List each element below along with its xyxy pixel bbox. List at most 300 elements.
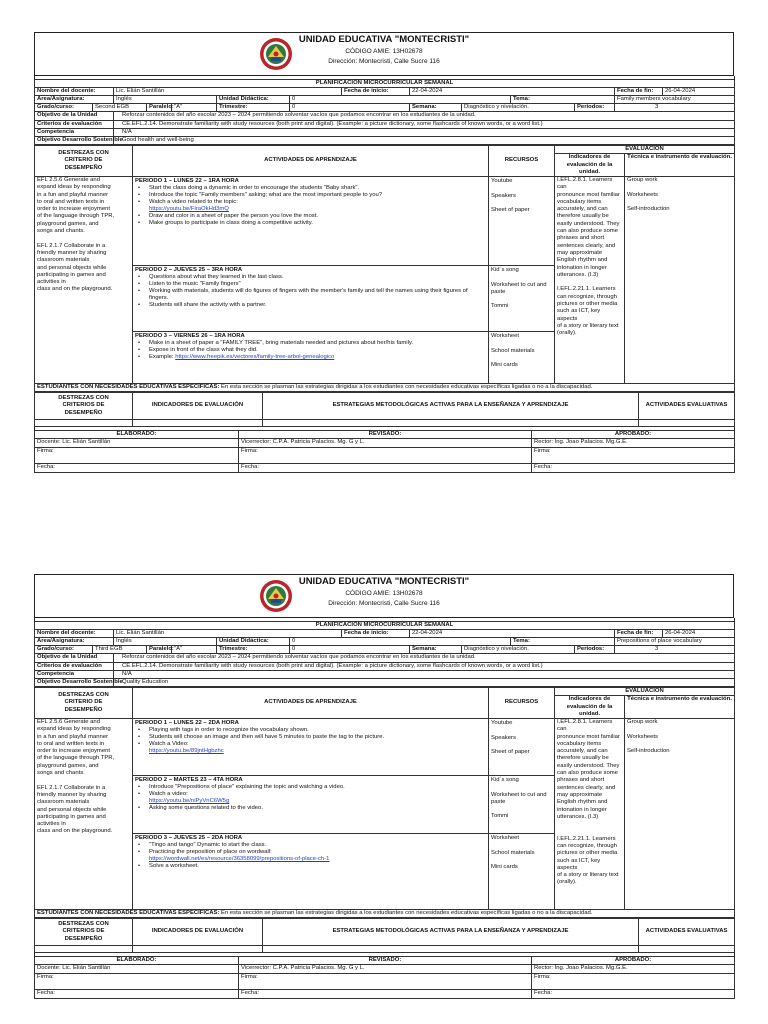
cell-line: may approximate (557, 791, 603, 798)
value-docente: Lic. Elián Santillán (114, 629, 342, 637)
cell-line: songs and chants. (37, 770, 85, 777)
value-objetivo-unidad: Reforzar contenidos del año escolar 2023 – 2024 permitiendo solventar vacíos que podamos encontrar en los estudiantes de la unidad. (114, 112, 735, 120)
value-fecha-fin: 26-04-2024 (663, 629, 735, 637)
header-destrezas: DESTREZAS CON CRITERIO DE DESEMPEÑO (35, 688, 133, 719)
header-indicadores-2: INDICADORES DE EVALUACIÓN (133, 919, 263, 946)
period-block (133, 719, 488, 775)
cell-line: Group work (627, 718, 658, 725)
cell-line: vocabulary items (557, 740, 602, 747)
cell-line: pronounce most familiar (557, 733, 620, 740)
activity-item (135, 185, 486, 192)
activity-text: Expose in front of the class what they did. (149, 347, 258, 354)
cell-line: therefore usually be (557, 755, 609, 762)
cell-line: English rhythm and (557, 799, 608, 806)
resource-item: Sheet of paper (491, 749, 530, 756)
label-criterios: Criterios de evaluación (35, 120, 114, 128)
resource-item (491, 784, 552, 791)
resources-block (489, 331, 554, 383)
value-area: Inglés (114, 95, 217, 103)
activity-item (135, 199, 486, 213)
cell-line: sentences clearly, and (557, 242, 616, 249)
indicadores-cell (555, 176, 625, 383)
activity-text: Practicing the preposition of place on wordwall: (149, 849, 272, 856)
header-tecnica: Técnica e instrumento de evaluación. (625, 154, 735, 177)
value-ods: Good health and well-being (114, 136, 735, 144)
cell-line: therefore usually be (557, 213, 609, 220)
fecha-aprobado: Fecha: (532, 463, 735, 472)
activity-item (135, 784, 486, 791)
label-elaborado: ELABORADO: (35, 957, 239, 965)
activity-text: Make in a sheet of paper a "FAMILY TREE", bring materials needed and pictures about her/his family. (149, 339, 414, 346)
label-unidad: Unidad Didáctica: (217, 95, 290, 103)
header-indicadores: Indicadores de evaluación de la unidad. (555, 154, 625, 177)
value-competencia: N/A (114, 670, 735, 678)
cell-line: EFL 2.1.7 Collaborate in a (37, 784, 106, 791)
cell-line: I.EFL.2.21.1. Learners (557, 835, 616, 842)
cell-line: can recognize, through (557, 842, 617, 849)
value-elaborado: Docente: Lic. Elián Santillán (35, 439, 239, 447)
header-actividades: ACTIVIDADES DE APRENDIZAJE (133, 146, 489, 177)
cell-line: can recognize, through (557, 293, 617, 300)
activity-item (135, 347, 486, 354)
activity-text: Example: (149, 354, 176, 361)
label-tema: Tema: (511, 95, 615, 103)
header-recursos: RECURSOS (489, 146, 555, 177)
value-grado: Third EGB (93, 646, 147, 654)
value-trimestre: 0 (290, 104, 410, 112)
nee-text: En esta sección se plasman las estrategias dirigidas a los estudiantes con necesidades educativas específicas ligadas o no a la discapacidad. (219, 909, 593, 916)
resources-block (489, 265, 554, 331)
plan-title: PLANIFICACIÓN MICROCURRICULAR SEMANAL (35, 79, 735, 87)
tecnica-cell (625, 718, 735, 909)
cell-line: participating in games and (37, 271, 106, 278)
label-ods: Objetivo Desarrollo Sostenible (35, 678, 114, 686)
label-fecha-fin: Fecha de fin: (615, 87, 663, 95)
school-name: UNIDAD EDUCATIVA "MONTECRISTI" (298, 34, 470, 45)
nee-label: ESTUDIANTES CON NECESIDADES EDUCATIVAS ESPECÍFICAS: (37, 909, 220, 916)
destrezas-cell (35, 718, 133, 909)
fecha-elaborado: Fecha: (35, 463, 239, 472)
cell-line (557, 828, 622, 835)
label-fecha-inicio: Fecha de inicio: (342, 629, 410, 637)
label-aprobado: APROBADO: (532, 431, 735, 439)
activity-link[interactable]: https://youtu.be/89jntHgbzhc (149, 748, 224, 755)
cell-line: of a story or literary text (557, 322, 619, 329)
cell-line: activities in (37, 821, 66, 828)
nee-row (35, 909, 735, 917)
school-name: UNIDAD EDUCATIVA "MONTECRISTI" (298, 576, 470, 587)
signatures-table (34, 427, 735, 473)
resource-item: Kid´s song (491, 266, 519, 273)
period-block (133, 331, 488, 383)
cell-line: can also produce some (557, 228, 618, 235)
activity-text: Introduce the topic "Family members" asking; what are the most important people to you? (149, 192, 383, 199)
resource-item (491, 296, 552, 303)
activity-text: Questions about what they learned in the last class. (149, 273, 284, 280)
activity-text: Solve a worksheet. (149, 863, 199, 870)
resource-item (491, 340, 552, 347)
cell-line: utterances. (I.3) (557, 271, 599, 278)
strategies-table (34, 918, 735, 953)
cell-line: vocabulary items (557, 198, 602, 205)
activities-cell (133, 176, 489, 383)
activity-text: Students will choose an image and then will have 5 minutes to paste the tag to the picture. (149, 734, 385, 741)
label-fecha-fin: Fecha de fin: (615, 629, 663, 637)
value-semana: Diagnóstico y nivelación. (462, 104, 575, 112)
cell-line: EFL 2.1.7 Collaborate in a (37, 242, 106, 249)
cell-line: expand ideas by responding (37, 184, 111, 191)
resource-item: School materials (491, 849, 535, 856)
cell-line: pictures or other media (557, 850, 618, 857)
label-objetivo-unidad: Objetivo de la Unidad (35, 112, 114, 120)
firma-elaborado: Firma: (35, 973, 239, 989)
label-criterios: Criterios de evaluación (35, 662, 114, 670)
value-elaborado: Docente: Lic. Elián Santillán (35, 965, 239, 973)
firma-revisado: Firma: (239, 973, 532, 989)
value-periodos: 3 (615, 104, 735, 112)
resource-item: Sheet of paper (491, 207, 530, 214)
activity-item (135, 849, 486, 863)
resource-item (491, 727, 552, 734)
value-area: Inglés (114, 637, 217, 645)
resources-cell (489, 718, 555, 909)
period-title: PERIODO 3 – VIERNES 26 – 1RA HORA (135, 332, 245, 339)
cell-line (627, 199, 732, 206)
header-tecnica: Técnica e instrumento de evaluación. (625, 696, 735, 719)
nee-text: En esta sección se plasman las estrategias dirigidas a los estudiantes con necesidades educativas específicas ligadas o no a la discapacidad. (219, 383, 593, 390)
cell-line: pictures or other media (557, 300, 618, 307)
weekly-plan-2 (34, 574, 734, 999)
activity-text: Asking some questions related to the video. (149, 805, 263, 812)
label-periodos: Periodos: (575, 104, 615, 112)
cell-line (557, 279, 622, 286)
cell-line: intonation in longer (557, 264, 607, 271)
cell-line: friendly manner by sharing (37, 791, 107, 798)
activity-item (135, 274, 486, 281)
activity-link[interactable]: https://youtu.be/niPyVnC6W5g (149, 798, 230, 805)
activity-link[interactable]: https://wordwall.net/es/resource/36358099/prepositions-of-place-ch-1 (149, 856, 330, 863)
resource-item (491, 355, 552, 362)
cell-line (627, 184, 732, 191)
cell-line: (orally). (557, 879, 577, 886)
resource-item (491, 742, 552, 749)
label-competencia: Competencia (35, 670, 114, 678)
firma-aprobado: Firma: (532, 973, 735, 989)
activity-text: "Tingo and tango" Dynamic to start the class. (149, 841, 267, 848)
value-revisado: Vicerrector: C.P.A. Patricia Palacios. Mg. G y L. (239, 965, 532, 973)
resources-block (489, 775, 554, 833)
activities-table (34, 687, 735, 918)
nee-label: ESTUDIANTES CON NECESIDADES EDUCATIVAS ESPECÍFICAS: (37, 383, 220, 390)
activity-text: Make groups to participate in class doing a competitive activity. (149, 220, 313, 227)
resource-item: Tommi (491, 813, 509, 820)
weekly-plan-1 (34, 32, 734, 473)
resource-item: Worksheet (491, 332, 520, 339)
value-paralelo: "A" (172, 104, 217, 112)
cell-line: playground games, and (37, 762, 99, 769)
fecha-elaborado: Fecha: (35, 989, 239, 998)
value-aprobado: Rector: Ing. Joao Palacios. Mg.G.E. (532, 439, 735, 447)
label-grado: Grado/curso: (35, 646, 93, 654)
period-title: PERIODO 1 – LUNES 22 – 2DA HORA (135, 719, 239, 726)
value-semana: Diagnóstico y nivelación. (462, 646, 575, 654)
strategies-table (34, 392, 735, 427)
activity-text: Watch a Video: (149, 741, 189, 748)
cell-line: class and on the playground. (37, 286, 113, 293)
resource-item: Speakers (491, 734, 516, 741)
label-tema: Tema: (511, 637, 615, 645)
label-objetivo-unidad: Objetivo de la Unidad (35, 654, 114, 662)
activity-item (135, 727, 486, 734)
activity-item (135, 741, 486, 755)
activity-text: Listen to the music "Family fingers" (149, 281, 241, 288)
activity-text: Introduce "Prepositions of place" explaining the topic and watching a video. (149, 783, 345, 790)
cell-line: playground games, and (37, 220, 99, 227)
label-docente: Nombre del docente: (35, 629, 114, 637)
resource-item (491, 842, 552, 849)
cell-line: friendly manner by sharing (37, 249, 107, 256)
activity-link[interactable]: https://youtu.be/FiraOkHd3mQ (149, 206, 229, 213)
cell-line: order to increase enjoyment (37, 748, 111, 755)
cell-line (37, 235, 130, 242)
cell-line: intonation in longer (557, 806, 607, 813)
resource-item: paste (491, 288, 506, 295)
value-docente: Lic. Elián Santillán (114, 87, 342, 95)
cell-line: in a fun and playful manner (37, 191, 109, 198)
cell-line: of the language through TPR, (37, 755, 115, 762)
cell-line: Worksheets (627, 191, 658, 198)
nee-row (35, 383, 735, 391)
cell-line: classroom materials (37, 257, 90, 264)
cell-line: easily understood. They (557, 220, 620, 227)
header-indicadores: Indicadores de evaluación de la unidad. (555, 696, 625, 719)
activity-item (135, 340, 486, 347)
activity-item (135, 842, 486, 849)
resources-block (489, 833, 554, 909)
plan-info-table (34, 618, 735, 687)
fecha-revisado: Fecha: (239, 463, 532, 472)
cell-line: in a fun and playful manner (37, 733, 109, 740)
activity-text: Watch a video related to the topic: (149, 199, 238, 206)
activity-text: Draw and color in a sheet of paper the person you love the most. (149, 213, 318, 220)
plan-title: PLANIFICACIÓN MICROCURRICULAR SEMANAL (35, 621, 735, 629)
value-unidad: 0 (290, 637, 511, 645)
cell-line (37, 777, 130, 784)
cell-line: EFL 2.5.6 Generate and (37, 718, 100, 725)
cell-line: Self-introduction (627, 206, 670, 213)
resource-item (491, 200, 552, 207)
cell-line: English rhythm and (557, 257, 608, 264)
label-semana: Semana: (410, 104, 462, 112)
resource-item (491, 806, 552, 813)
label-elaborado: ELABORADO: (35, 431, 239, 439)
value-competencia: N/A (114, 128, 735, 136)
header-indicadores-2: INDICADORES DE EVALUACIÓN (133, 393, 263, 420)
cell-line: accurately, and can (557, 206, 608, 213)
header-evaluacion: EVALUACION (555, 688, 735, 696)
resource-item (491, 274, 552, 281)
resources-cell (489, 176, 555, 383)
cell-line (557, 821, 622, 828)
header-destrezas-2: DESTREZAS CON CRITERIOS DE DESEMPEÑO (35, 393, 133, 420)
header-actividades-evaluativas: ACTIVIDADES EVALUATIVAS (639, 919, 735, 946)
value-grado: Second EGB (93, 104, 147, 112)
resource-item: Worksheet to cut and (491, 791, 547, 798)
label-area: Area/Asignatura: (35, 95, 114, 103)
plan-info-table (34, 76, 735, 145)
label-paralelo: Paralelo: (147, 104, 172, 112)
value-revisado: Vicerrector: C.P.A. Patricia Palacios. Mg. G y L. (239, 439, 532, 447)
resources-block (489, 177, 554, 265)
label-grado: Grado/curso: (35, 104, 93, 112)
resource-item: Worksheet (491, 834, 520, 841)
cell-line: songs and chants. (37, 228, 85, 235)
cell-line: of a story or literary text (557, 872, 619, 879)
cell-line: sentences clearly, and (557, 784, 616, 791)
cell-line: I.EFL.2.8.1. Learners can (557, 176, 613, 191)
cell-line: and personal objects while (37, 264, 107, 271)
label-trimestre: Trimestre: (217, 104, 290, 112)
tecnica-cell (625, 176, 735, 383)
label-semana: Semana: (410, 646, 462, 654)
value-paralelo: "A" (172, 646, 217, 654)
activity-item (135, 302, 486, 309)
cell-line: I.EFL.2.8.1. Learners can (557, 718, 613, 733)
resource-item: School materials (491, 347, 535, 354)
cell-line: of the language through TPR, (37, 213, 115, 220)
resource-item (491, 185, 552, 192)
value-criterios: CE.EFL.2.14. Demonstrate familiarity with study resources (both print and digital). (Example: a picture dictionary, some flashcards of known words, or a word list.) (114, 120, 735, 128)
label-area: Area/Asignatura: (35, 637, 114, 645)
school-address: Dirección: Montecristi, Calle Sucre 116 (328, 600, 440, 607)
period-title: PERIODO 3 – JUEVES 25 – 2DA HORA (135, 834, 243, 841)
activity-item (135, 281, 486, 288)
cell-line: utterances. (I.3) (557, 813, 599, 820)
label-periodos: Periodos: (575, 646, 615, 654)
fecha-revisado: Fecha: (239, 989, 532, 998)
resource-item: paste (491, 798, 506, 805)
activity-item (135, 791, 486, 805)
value-tema: Family members vocabulary (615, 95, 735, 103)
firma-revisado: Firma: (239, 447, 532, 463)
activities-cell (133, 718, 489, 909)
resource-item: Youtube (491, 177, 513, 184)
value-fecha-fin: 26-04-2024 (663, 87, 735, 95)
resource-item: Tommi (491, 303, 509, 310)
activity-item (135, 192, 486, 199)
value-ods: Quality Education (114, 678, 735, 686)
cell-line: to oral and written texts in (37, 740, 105, 747)
activity-item (135, 213, 486, 220)
cell-line: order to increase enjoyment (37, 206, 111, 213)
value-periodos: 3 (615, 646, 735, 654)
header-destrezas-2: DESTREZAS CON CRITERIOS DE DESEMPEÑO (35, 919, 133, 946)
indicadores-cell (555, 718, 625, 909)
cell-line: pronounce most familiar (557, 191, 620, 198)
resource-item: Youtube (491, 719, 513, 726)
period-title: PERIODO 2 – JUEVES 25 – 3RA HORA (135, 266, 243, 273)
activity-item (135, 863, 486, 870)
value-objetivo-unidad: Reforzar contenidos del año escolar 2023 – 2024 permitiendo solventar vacíos que podamos encontrar en los estudiantes de la unidad. (114, 654, 735, 662)
value-tema: Prepositions of place vocabulary (615, 637, 735, 645)
cell-line: such as ICT, key aspects (557, 857, 601, 871)
cell-line: Self-introduction (627, 748, 670, 755)
value-fecha-inicio: 22-04-2024 (410, 629, 615, 637)
cell-line: accurately, and can (557, 748, 608, 755)
document-header (34, 32, 734, 76)
resource-item: Mini cards (491, 362, 518, 369)
fecha-aprobado: Fecha: (532, 989, 735, 998)
document-header (34, 574, 734, 618)
school-amie: CÓDIGO AMIE: 13H02678 (345, 48, 423, 55)
activity-text: Watch a video: (149, 791, 188, 798)
label-revisado: REVISADO: (239, 957, 532, 965)
cell-line: phrases and short (557, 235, 605, 242)
cell-line: phrases and short (557, 777, 605, 784)
activity-item (135, 734, 486, 741)
cell-line: Worksheets (627, 733, 658, 740)
firma-aprobado: Firma: (532, 447, 735, 463)
label-docente: Nombre del docente: (35, 87, 114, 95)
cell-line: may approximate (557, 249, 603, 256)
label-revisado: REVISADO: (239, 431, 532, 439)
value-trimestre: 0 (290, 646, 410, 654)
cell-line: classroom materials (37, 799, 90, 806)
cell-line: expand ideas by responding (37, 726, 111, 733)
label-paralelo: Paralelo: (147, 646, 172, 654)
activity-item (135, 220, 486, 227)
header-recursos: RECURSOS (489, 688, 555, 719)
school-amie: CÓDIGO AMIE: 13H02678 (345, 590, 423, 597)
period-block (133, 265, 488, 331)
activity-text: Students will share the activity with a partner. (149, 302, 267, 309)
resource-item: Speakers (491, 192, 516, 199)
header-estrategias: ESTRATEGIAS METODOLÓGICAS ACTIVAS PARA LA ENSEÑANZA Y APRENDIZAJE (263, 919, 639, 946)
cell-line: EFL 2.5.6 Generate and (37, 176, 100, 183)
activity-text: Start the class doing a dynamic in order to encourage the students "Baby shark". (149, 184, 360, 191)
activity-item (135, 354, 486, 361)
resource-item: Mini cards (491, 864, 518, 871)
cell-line: (orally). (557, 330, 577, 337)
cell-line: class and on the playground. (37, 828, 113, 835)
period-title: PERIODO 2 – MARTES 23 – 4TA HORA (135, 776, 243, 783)
destrezas-cell (35, 176, 133, 383)
period-block (133, 177, 488, 265)
activity-link[interactable]: https://www.freepik.es/vectores/family-tree-arbol-genealogico (175, 354, 335, 361)
label-fecha-inicio: Fecha de inicio: (342, 87, 410, 95)
resource-item (491, 857, 552, 864)
value-criterios: CE.EFL.2.14. Demonstrate familiarity with study resources (both print and digital). (Example: a picture dictionary, some flashcards of known words, or a word list.) (114, 662, 735, 670)
cell-line: participating in games and (37, 813, 106, 820)
resource-item: Kid´s song (491, 776, 519, 783)
label-aprobado: APROBADO: (532, 957, 735, 965)
resource-item: Worksheet to cut and (491, 281, 547, 288)
cell-line: can also produce some (557, 770, 618, 777)
signatures-table (34, 953, 735, 999)
cell-line (627, 726, 732, 733)
activity-text: Working with materials, students will do figures of fingers with the member's family and tell the names using their figures of fingers. (149, 288, 468, 302)
cell-line (627, 741, 732, 748)
resources-block (489, 719, 554, 775)
cell-line: easily understood. They (557, 762, 620, 769)
cell-line: I.EFL.2.21.1. Learners (557, 286, 616, 293)
firma-elaborado: Firma: (35, 447, 239, 463)
value-unidad: 0 (290, 95, 511, 103)
cell-line: to oral and written texts in (37, 198, 105, 205)
header-actividades-evaluativas: ACTIVIDADES EVALUATIVAS (639, 393, 735, 420)
label-competencia: Competencia (35, 128, 114, 136)
value-fecha-inicio: 22-04-2024 (410, 87, 615, 95)
